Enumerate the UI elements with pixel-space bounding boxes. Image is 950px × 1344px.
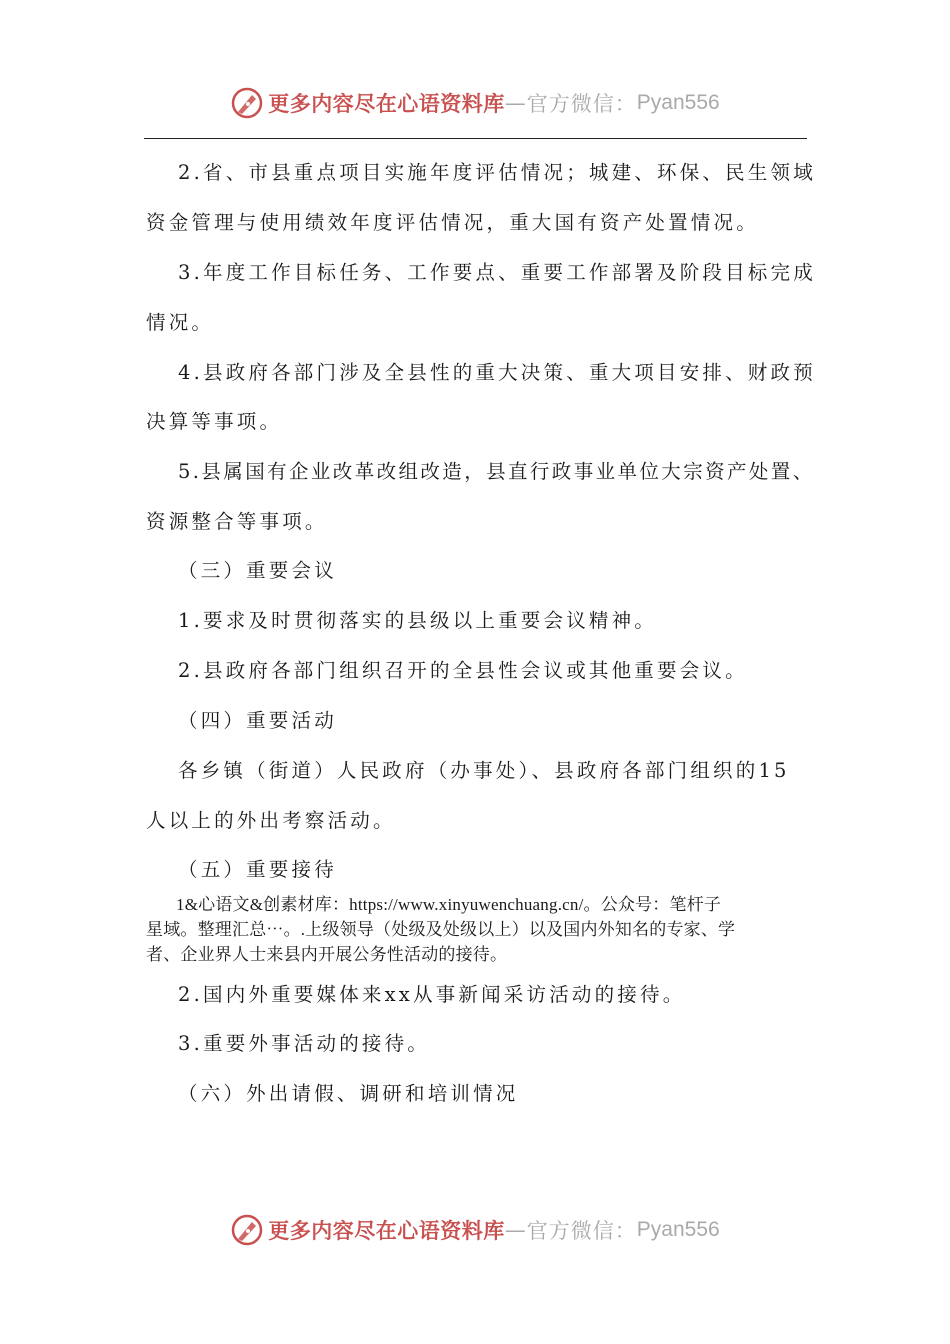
banner-dash: — bbox=[504, 91, 527, 115]
section-heading: （三）重要会议 bbox=[178, 559, 337, 582]
header-divider bbox=[144, 138, 807, 139]
paragraph-line: 1.要求及时贯彻落实的县级以上重要会议精神。 bbox=[178, 609, 658, 632]
banner-official: 官方微信： bbox=[526, 92, 637, 116]
banner-dash: — bbox=[504, 1218, 527, 1242]
paragraph-line: 3.年度工作目标任务、工作要点、重要工作部署及阶段目标完成 bbox=[178, 261, 816, 284]
section-heading: （四）重要活动 bbox=[178, 709, 337, 732]
banner-slogan: 更多内容尽在心语资料库 bbox=[268, 1218, 505, 1243]
banner-slogan: 更多内容尽在心语资料库 bbox=[268, 91, 505, 116]
header-banner bbox=[0, 78, 950, 128]
paragraph-line: 人以上的外出考察活动。 bbox=[146, 809, 396, 832]
paragraph-line: 2.国内外重要媒体来xx从事新闻采访活动的接待。 bbox=[178, 983, 686, 1006]
paragraph-line: 2.县政府各部门组织召开的全县性会议或其他重要会议。 bbox=[178, 659, 748, 682]
pen-nib-circle-icon bbox=[230, 1213, 264, 1247]
banner-wechat-id: Pyan556 bbox=[636, 1218, 720, 1241]
banner-official: 官方微信： bbox=[526, 1219, 637, 1243]
paragraph-line: 资源整合等事项。 bbox=[146, 510, 328, 533]
footer-banner bbox=[0, 1205, 950, 1255]
watermark-line: 1&心语文&创素材库：https://www.xinyuwenchuang.cn/。公众号：笔杆子 bbox=[176, 895, 722, 914]
section-heading: （五）重要接待 bbox=[178, 858, 337, 881]
paragraph-line: 情况。 bbox=[146, 311, 215, 334]
paragraph-line: 4.县政府各部门涉及全县性的重大决策、重大项目安排、财政预 bbox=[178, 361, 816, 384]
watermark-line: 者、企业界人士来县内开展公务性活动的接待。 bbox=[146, 945, 508, 964]
paragraph-line: 资金管理与使用绩效年度评估情况，重大国有资产处置情况。 bbox=[146, 211, 759, 234]
paragraph-line: 2.省、市县重点项目实施年度评估情况；城建、环保、民生领域 bbox=[178, 161, 816, 184]
banner-wechat-id: Pyan556 bbox=[636, 91, 720, 114]
paragraph-line: 各乡镇（街道）人民政府（办事处）、县政府各部门组织的15 bbox=[178, 759, 790, 782]
section-heading: （六）外出请假、调研和培训情况 bbox=[178, 1082, 519, 1105]
pen-nib-circle-icon bbox=[230, 86, 264, 120]
paragraph-line: 5.县属国有企业改革改组改造，县直行政事业单位大宗资产处置、 bbox=[178, 460, 815, 483]
paragraph-line: 决算等事项。 bbox=[146, 410, 283, 433]
watermark-line: 星域。整理汇总⋯。.上级领导（处级及处级以上）以及国内外知名的专家、学 bbox=[146, 920, 736, 939]
paragraph-line: 3.重要外事活动的接待。 bbox=[178, 1032, 431, 1055]
